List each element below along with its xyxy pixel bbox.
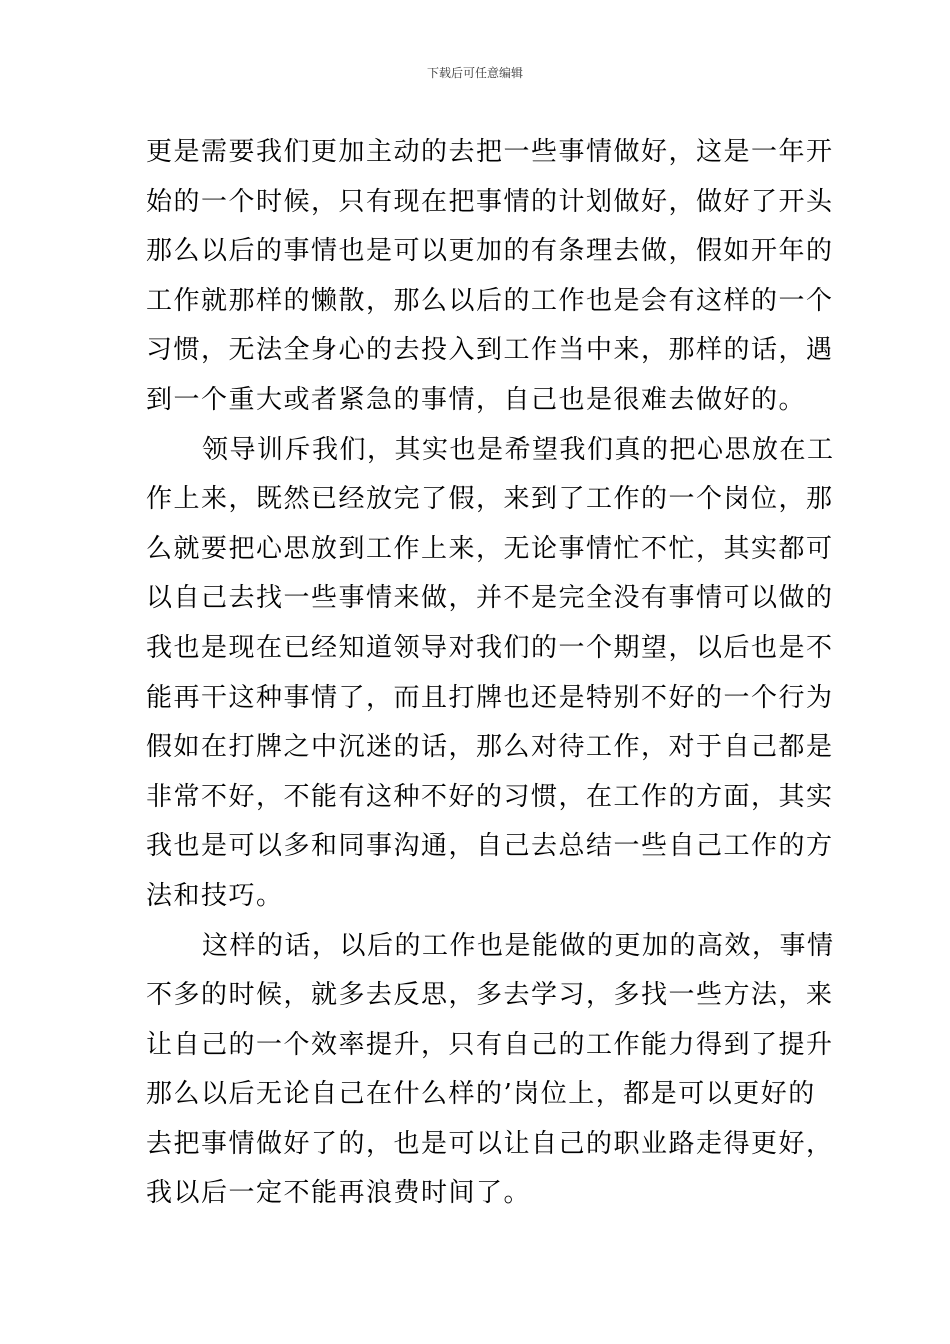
text-line: 法和技巧。 <box>146 880 284 911</box>
text-line: 以自己去找一些事情来做，并不是完全没有事情可以做的 <box>146 583 834 614</box>
text-line: 到一个重大或者紧急的事情，自己也是很难去做好的。 <box>146 384 807 415</box>
paragraph-1 <box>146 128 834 426</box>
text-line: 不多的时候，就多去反思，多去学习，多找一些方法，来 <box>146 980 834 1011</box>
text-line: 更是需要我们更加主动的去把一些事情做好，这是一年开 <box>146 137 834 167</box>
text-line: 作上来，既然已经放完了假，来到了工作的一个岗位，那 <box>146 484 834 515</box>
text-line: 去把事情做好了的，也是可以让自己的职业路走得更好， <box>146 1128 834 1159</box>
text-line: 这样的话，以后的工作也是能做的更加的高效，事情 <box>202 930 835 961</box>
text-line: 领导训斥我们，其实也是希望我们真的把心思放在工 <box>202 434 835 465</box>
text-line: 工作就那样的懒散，那么以后的工作也是会有这样的一个 <box>146 285 834 316</box>
text-line: 那么以后的事情也是可以更加的有条理去做，假如开年的 <box>146 236 834 267</box>
text-line: 我以后一定不能再浪费时间了。 <box>146 1178 532 1209</box>
text-line: 我也是可以多和同事沟通，自己去总结一些自己工作的方 <box>146 831 834 862</box>
text-line: 非常不好，不能有这种不好的习惯，在工作的方面，其实 <box>146 781 834 812</box>
text-line: 假如在打牌之中沉迷的话，那么对待工作，对于自己都是 <box>146 732 834 763</box>
header-note: 下载后可任意编辑 <box>426 66 523 80</box>
text-line: 我也是现在已经知道领导对我们的一个期望，以后也是不 <box>146 632 834 663</box>
text-line: 让自己的一个效率提升，只有自己的工作能力得到了提升 <box>146 1029 834 1060</box>
body-text <box>146 128 835 1219</box>
paragraph-2 <box>146 426 835 922</box>
text-line: 那么以后无论自己在什么样的’岗位上，都是可以更好的 <box>146 1079 816 1110</box>
text-line: 么就要把心思放到工作上来，无论事情忙不忙，其实都可 <box>146 533 834 564</box>
text-line: 始的一个时候，只有现在把事情的计划做好，做好了开头 <box>146 186 834 217</box>
text-line: 习惯，无法全身心的去投入到工作当中来，那样的话，遇 <box>146 335 834 366</box>
paragraph-3 <box>146 922 835 1220</box>
text-line: 能再干这种事情了，而且打牌也还是特别不好的一个行为 <box>146 682 834 713</box>
